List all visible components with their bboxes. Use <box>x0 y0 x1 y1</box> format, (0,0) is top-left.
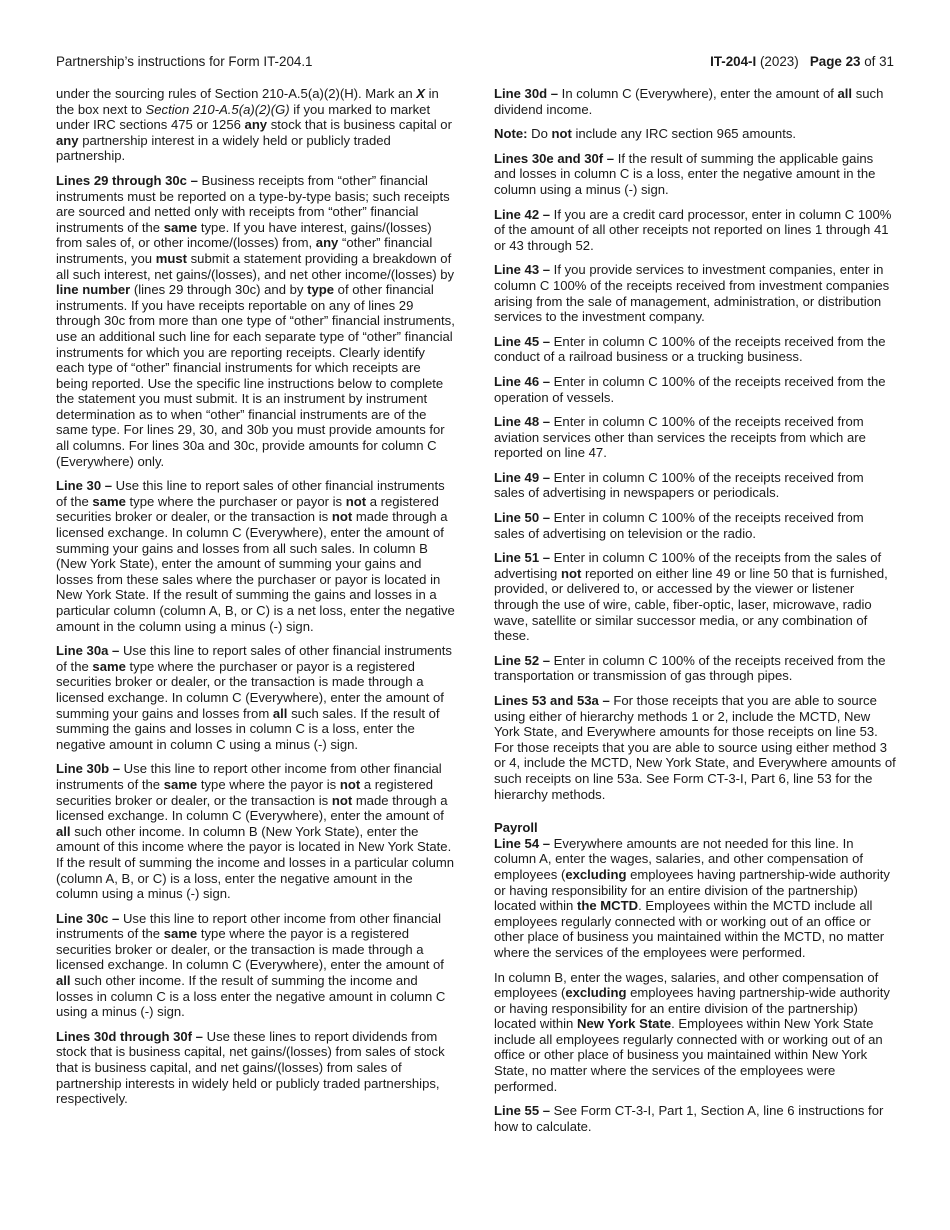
paragraph-line-43: Line 43 – If you provide services to investment companies, enter in column C 100% of the receipts received from investment companies arising from the sale of management, administration, or distribution services to the investment company. <box>494 262 890 325</box>
paragraph-lines-53-53a: Lines 53 and 53a – For those receipts that you are able to source using either of hierarchy methods 1 or 2, include the MCTD, New York State, and Everywhere amounts for those receipts on line 53. For those receipts that you are able to source using either method 3 or 4, include the MCTD, New York State, and Everywhere amounts of such receipts on line 53a. See Form CT-3-I, Part 6, line 53 for the hierarchy methods. <box>494 693 896 802</box>
left-column <box>56 86 456 1116</box>
paragraph-line-49: Line 49 – Enter in column C 100% of the receipts received from sales of advertising in newspapers or periodicals. <box>494 469 864 501</box>
paragraph-lines-29-30c: Lines 29 through 30c – Business receipts from “other” financial instruments must be reported on a type-by-type basis; such receipts are sourced and netted only with receipts from “other” financial instruments of the same type. If you have interest, gains/(losses) from sales of, or other income/(losses) from, any “other” financial instruments, you must submit a statement providing a breakdown of all such interest, net gains/(losses), and net other income/(losses) by line number (lines 29 through 30c) and by type of other financial instruments. If you have receipts reportable on any of lines 29 through 30c from more than one type of “other” financial instruments, use an additional such line for each separate type of “other” financial instruments for which you are reporting receipts. Clearly identify each type of “other” financial instruments for which receipts are being reported. Use the specific line instructions below to complete the statement you must submit. It is an instrument by instrument determination as to when “other” financial instruments are of the same type. For lines 29, 30, and 30b you must provide amounts for all columns. For lines 30a and 30c, provide amounts for column C (Everywhere) only. <box>56 172 455 469</box>
paragraph-line-30c: Line 30c – Use this line to report other income from other financial instruments of the same type where the payor is a registered securities broker or dealer, or the transaction is made through a licensed exchange. In column C (Everywhere), enter the amount of all such other income. If the result of summing the income and losses in column C is a loss enter the negative amount in column C using a minus (-) sign. <box>56 910 446 1020</box>
page-header <box>56 54 894 72</box>
paragraph-line-42: Line 42 – If you are a credit card processor, enter in column C 100% of the amount of all other receipts not reported on lines 1 through 41 or 43 through 52. <box>494 206 892 253</box>
header-page-total: of 31 <box>860 54 894 69</box>
paragraph-line-51: Line 51 – Enter in column C 100% of the receipts from the sales of advertising not reported on either line 49 or line 50 that is furnished, provided, or delivered to, or accessed by the viewer or listener through the use of wire, cable, fiber-optic, laser, microwave, radio wave, satellite or similar successor media, or any combination of these. <box>494 550 888 644</box>
paragraph-column-b: In column B, enter the wages, salaries, and other compensation of employees (excluding employees having partnership-wide authority or having responsibility for an entire division of the partnership) located within New York State. Employees within New York State include all employees regularly connected with or working out of an office or other place of business you maintained within New York State, no matter where the services of the employees were performed. <box>494 969 890 1094</box>
paragraph-line-50: Line 50 – Enter in column C 100% of the receipts received from sales of advertising on television or the radio. <box>494 510 864 541</box>
paragraph-line-30b: Line 30b – Use this line to report other income from other financial instruments of the same type where the payor is not a registered securities broker or dealer, or the transaction is not made through a licensed exchange. In column C (Everywhere), enter the amount of all such other income. In column B (New York State), enter the amount of this income where the payor is located in New York State. If the result of summing the income and losses in a particular column (column A, B, or C) is a loss, enter the negative amount in the column using a minus (-) sign. <box>56 761 455 902</box>
paragraph-line-52: Line 52 – Enter in column C 100% of the receipts received from the transportation or transmission of gas through pipes. <box>494 652 886 684</box>
paragraph-lines-30d-30f: Lines 30d through 30f – Use these lines to report dividends from stock that is business capital, net gains/(losses) from sales of stock that is business capital, and net gains/(losses) from sales of partnership interests in widely held or publicly traded partnerships, respectively. <box>56 1028 445 1107</box>
paragraph-lines-30e-30f: Lines 30e and 30f – If the result of summing the applicable gains and losses in column C is a loss, enter the negative amount in the column using a minus (-) sign. <box>494 150 876 197</box>
paragraph-note: Note: Do not include any IRC section 965 amounts. <box>494 126 797 142</box>
right-column <box>494 86 896 1143</box>
header-form: IT-204-I <box>710 54 757 69</box>
paragraph-line-54: Payroll Line 54 – Everywhere amounts are not needed for this line. In column A, enter the wages, salaries, and other compensation of employees (excluding employees having partnership-wide authority or having responsibility for an entire division of the partnership) located within the MCTD. Employees within the MCTD include all employees regularly connected with or working out of an office or other place of business you maintained within the MCTD, no matter where the services of the employees were performed. <box>494 820 896 960</box>
header-year: (2023) <box>756 54 799 69</box>
section-heading-payroll: Payroll <box>494 820 538 836</box>
paragraph-line-30a: Line 30a – Use this line to report sales of other financial instruments of the same type where the purchaser or payor is a registered securities broker or dealer, or the transaction is made through a licensed exchange. In column C (Everywhere), enter the amount of summing your gains and losses from all such sales. If the result of summing the gains and losses in column C is a loss, enter the negative amount in column C using a minus (-) sign. <box>56 643 452 752</box>
paragraph-line-55: Line 55 – See Form CT-3-I, Part 1, Section A, line 6 instructions for how to calculate. <box>494 1103 884 1134</box>
header-title: Partnership’s instructions for Form IT-204.1 <box>56 54 313 69</box>
paragraph-line-48: Line 48 – Enter in column C 100% of the receipts received from aviation services other than services the receipts from which are reported on line 47. <box>494 414 866 461</box>
paragraph-line-30: Line 30 – Use this line to report sales of other financial instruments of the same type where the purchaser or payor is not a registered securities broker or dealer, or the transaction is not made through a licensed exchange. In column C (Everywhere), enter the amount of summing your gains and losses from all such sales. In column B (New York State), enter the amount of summing your gains and losses from these sales where the purchaser or payor is located in New York State. If the result of summing the gains and losses in a particular column (column A, B, or C) is a net loss, enter the negative amount in the column using a minus (-) sign. <box>56 478 455 634</box>
paragraph-line-30d: Line 30d – In column C (Everywhere), enter the amount of all such dividend income. <box>494 86 884 117</box>
header-page-label: Page 23 <box>809 54 861 69</box>
paragraph-sourcing-rules: under the sourcing rules of Section 210-A.5(a)(2)(H). Mark an X in the box next to Section 210-A.5(a)(2)(G) if you marked to market under IRC sections 475 or 1256 any stock that is business capital or any partnership interest in a widely held or publicly traded partnership. <box>56 86 452 164</box>
paragraph-line-45: Line 45 – Enter in column C 100% of the receipts received from the conduct of a railroad business or a trucking business. <box>494 333 886 365</box>
header-page-info <box>710 54 894 70</box>
paragraph-line-46: Line 46 – Enter in column C 100% of the receipts received from the operation of vessels. <box>494 373 886 405</box>
